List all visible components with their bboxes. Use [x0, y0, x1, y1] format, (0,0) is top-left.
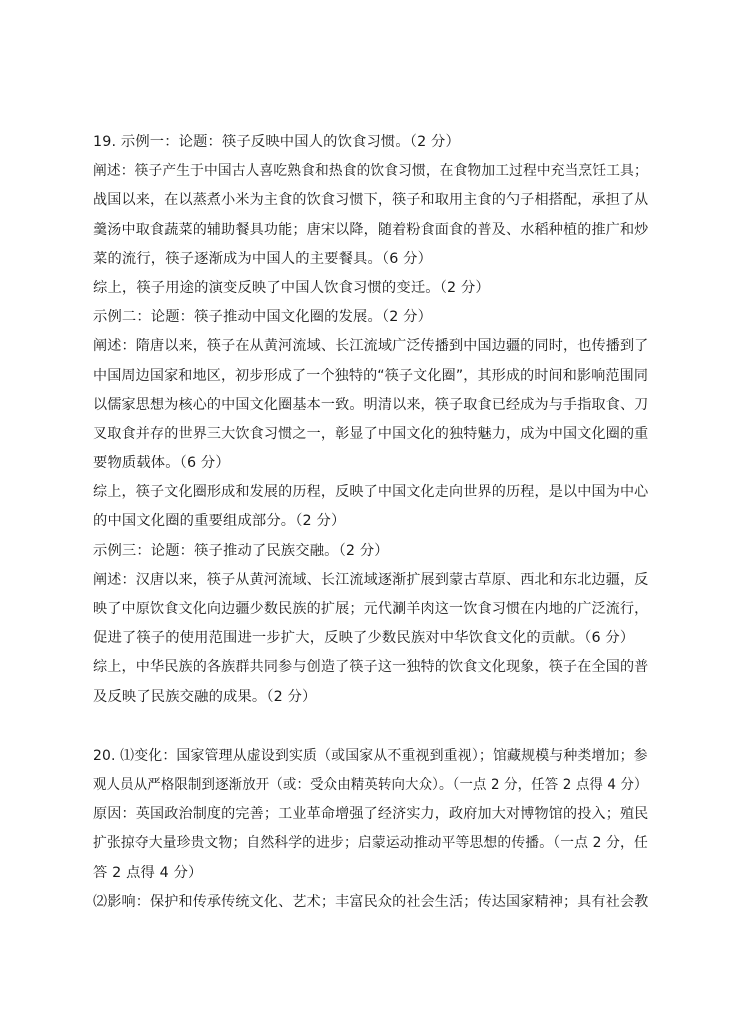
- section-spacer: [93, 712, 648, 742]
- text-line: 要物质载体。（6 分）: [93, 455, 230, 472]
- text-line: 中国周边国家和地区，初步形成了一个独特的“筷子文化圈”，其形成的时间和影响范围同: [93, 367, 649, 384]
- text-line: ⑵影响：保护和传承传统文化、艺术；丰富民众的社会生活；传达国家精神；具有社会教: [93, 893, 649, 910]
- text-line: 示例二：论题：筷子推动中国文化圈的发展。（2 分）: [93, 309, 433, 326]
- text-line: 叉取食并存的世界三大饮食习惯之一，彰显了中国文化的独特魅力，成为中国文化圈的重: [93, 425, 649, 442]
- text-line: 促进了筷子的使用范围进一步扩大，反映了少数民族对中华饮食文化的贡献。（6 分）: [93, 630, 635, 647]
- text-line: 综上，筷子文化圈形成和发展的历程，反映了中国文化走向世界的历程，是以中国为中心: [93, 484, 649, 501]
- text-line: 扩张掠夺大量珍贵文物；自然科学的进步；启蒙运动推动平等思想的传播。（一点 2 分，任: [93, 835, 648, 852]
- text-line: 示例三：论题：筷子推动了民族交融。（2 分）: [93, 542, 389, 559]
- text-line: 以儒家思想为核心的中国文化圈基本一致。明清以来，筷子取食已经成为与手指取食、刀: [93, 396, 649, 413]
- text-line: 原因：英国政治制度的完善；工业革命增强了经济实力，政府加大对博物馆的投入；殖民: [93, 806, 649, 823]
- text-line: 映了中原饮食文化向边疆少数民族的扩展；元代涮羊肉这一饮食习惯在内地的广泛流行，: [93, 601, 649, 617]
- text-line: 综上，筷子用途的演变反映了中国人饮食习惯的变迁。（2 分）: [93, 279, 490, 296]
- text-line: 的中国文化圈的重要组成部分。（2 分）: [93, 513, 346, 530]
- text-line: 答 2 点得 4 分）: [93, 864, 203, 881]
- text-line: 19. 示例一：论题：筷子反映中国人的饮食习惯。（2 分）: [93, 134, 460, 150]
- text-line: 阐述：隋唐以来，筷子在从黄河流域、长江流域广泛传播到中国边疆的同时，也传播到了: [93, 338, 649, 355]
- text-line: 20. ⑴变化：国家管理从虚设到实质（或国家从不重视到重视）；馆藏规模与种类增加；参: [93, 747, 648, 764]
- text-line: 阐述：筷子产生于中国古人喜吃熟食和热食的饮食习惯，在食物加工过程中充当烹饪工具；: [93, 163, 648, 180]
- question-20-answer: [93, 742, 648, 917]
- text-line: 阐述：汉唐以来，筷子从黄河流域、长江流域逐渐扩展到蒙古草原、西北和东北边疆，反: [93, 571, 649, 588]
- text-line: 菜的流行，筷子逐渐成为中国人的主要餐具。（6 分）: [93, 250, 433, 267]
- text-line: 及反映了民族交融的成果。（2 分）: [93, 688, 317, 705]
- answer-content: [93, 128, 648, 917]
- question-19-answer: [93, 128, 648, 712]
- text-line: 综上，中华民族的各族群共同参与创造了筷子这一独特的饮食文化现象，筷子在全国的普: [93, 659, 649, 676]
- text-line: 观人员从严格限制到逐渐放开（或：受众由精英转向大众）。（一点 2 分，任答 2 点得 4 分）: [93, 776, 648, 793]
- text-line: 战国以来，在以蒸煮小米为主食的饮食习惯下，筷子和取用主食的勺子相搭配，承担了从: [93, 192, 649, 209]
- text-line: 羹汤中取食蔬菜的辅助餐具功能；唐宋以降，随着粉食面食的普及、水稻种植的推广和炒: [93, 221, 649, 238]
